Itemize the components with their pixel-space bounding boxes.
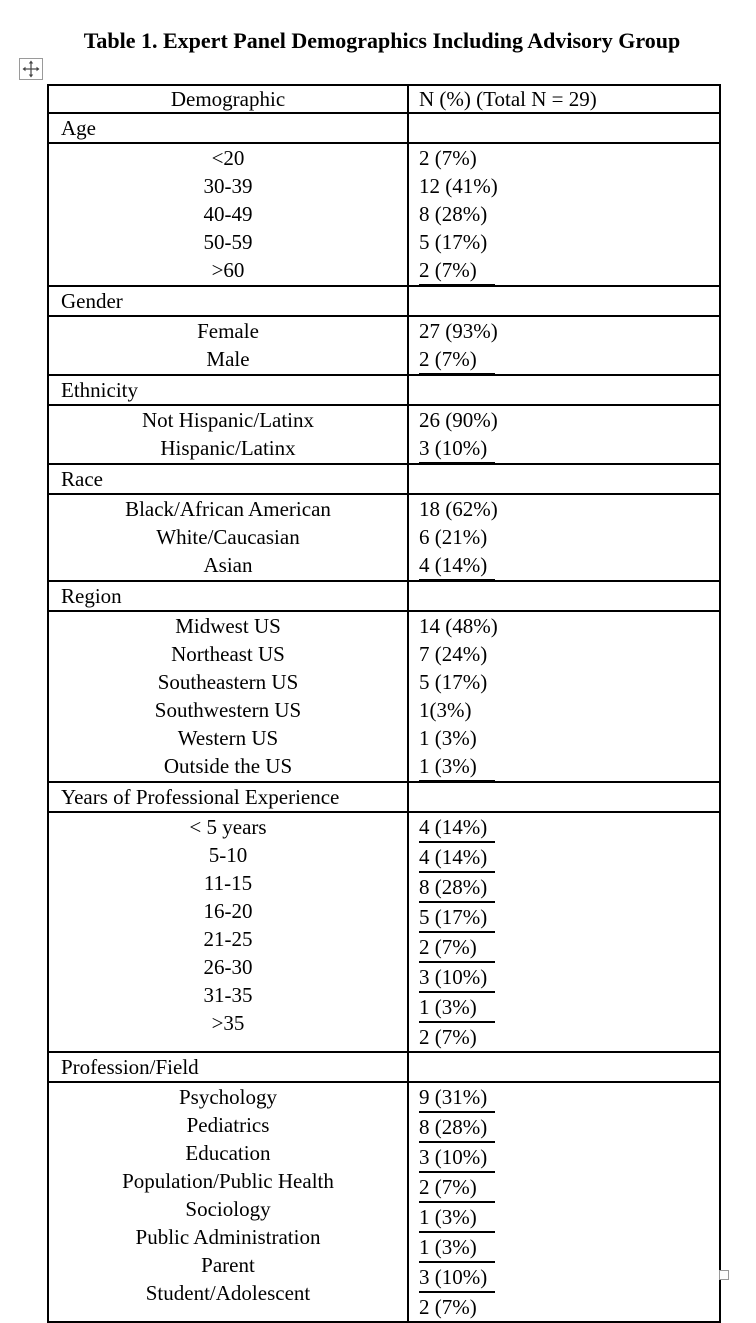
item-value: 2 (7%) xyxy=(419,1173,495,1203)
item-label: Black/African American xyxy=(125,497,331,521)
table-row xyxy=(48,1082,720,1322)
category-label xyxy=(48,581,408,611)
item-label: Midwest US xyxy=(175,614,281,638)
item-value: 3 (10%) xyxy=(419,1143,495,1173)
item-value: 5 (17%) xyxy=(419,230,488,254)
item-value: 4 (14%) xyxy=(419,813,495,843)
category-value-empty xyxy=(408,286,720,316)
table-row xyxy=(48,812,720,1052)
category-row xyxy=(48,113,720,143)
item-value: 2 (7%) xyxy=(419,256,495,285)
category-label xyxy=(48,464,408,494)
item-value: 3 (10%) xyxy=(419,1263,495,1293)
item-labels-cell xyxy=(48,611,408,782)
category-text: Years of Professional Experience xyxy=(61,785,340,809)
item-values-cell xyxy=(408,1082,720,1322)
category-text: Ethnicity xyxy=(61,378,138,402)
item-values-cell xyxy=(408,143,720,286)
item-value: 5 (17%) xyxy=(419,903,495,933)
item-value: 2 (7%) xyxy=(419,146,477,170)
item-values-cell xyxy=(408,405,720,464)
item-label: 5-10 xyxy=(208,843,248,867)
item-label: Population/Public Health xyxy=(122,1169,334,1193)
category-text: Region xyxy=(61,584,122,608)
item-labels-cell xyxy=(48,316,408,375)
category-text: Race xyxy=(61,467,103,491)
column-header-demographic: Demographic xyxy=(48,85,408,113)
item-label: 50-59 xyxy=(203,230,253,254)
item-value: 12 (41%) xyxy=(419,174,498,198)
item-label: Pediatrics xyxy=(186,1113,270,1137)
item-value: 1 (3%) xyxy=(419,1203,495,1233)
category-text: Age xyxy=(61,116,96,140)
item-value: 3 (10%) xyxy=(419,963,495,993)
item-labels-cell xyxy=(48,1082,408,1322)
item-label: <20 xyxy=(211,146,245,170)
category-row xyxy=(48,1052,720,1082)
table-header-row xyxy=(48,85,720,113)
item-label: Psychology xyxy=(178,1085,277,1109)
item-values-cell xyxy=(408,494,720,581)
item-values-cell xyxy=(408,611,720,782)
category-text: Profession/Field xyxy=(61,1055,199,1079)
item-value: 2 (7%) xyxy=(419,345,495,374)
table-body xyxy=(48,113,720,1322)
item-label: < 5 years xyxy=(189,815,267,839)
demographics-table xyxy=(47,84,721,1323)
item-label: Southeastern US xyxy=(157,670,299,694)
item-value: 7 (24%) xyxy=(419,642,488,666)
item-label: Public Administration xyxy=(135,1225,321,1249)
item-label: >35 xyxy=(211,1011,245,1035)
item-label: 11-15 xyxy=(203,871,253,895)
item-label: Hispanic/Latinx xyxy=(160,436,296,460)
category-label xyxy=(48,113,408,143)
item-values-cell xyxy=(408,812,720,1052)
item-value: 18 (62%) xyxy=(419,497,498,521)
item-label: Parent xyxy=(201,1253,255,1277)
item-value: 1(3%) xyxy=(419,698,472,722)
table-title: Table 1. Expert Panel Demographics Including Advisory Group xyxy=(83,28,681,53)
category-row xyxy=(48,581,720,611)
category-label xyxy=(48,782,408,812)
item-label: White/Caucasian xyxy=(156,525,300,549)
category-value-empty xyxy=(408,782,720,812)
item-value: 1 (3%) xyxy=(419,752,495,781)
item-value: 26 (90%) xyxy=(419,408,498,432)
category-row xyxy=(48,286,720,316)
item-label: Asian xyxy=(203,553,253,577)
item-label: 26-30 xyxy=(203,955,253,979)
item-label: Not Hispanic/Latinx xyxy=(141,408,315,432)
item-value: 1 (3%) xyxy=(419,726,477,750)
resize-square-icon[interactable] xyxy=(719,1270,729,1280)
category-label xyxy=(48,1052,408,1082)
category-label xyxy=(48,375,408,405)
category-row xyxy=(48,375,720,405)
item-value: 4 (14%) xyxy=(419,551,495,580)
category-text: Gender xyxy=(61,289,123,313)
item-label: Student/Adolescent xyxy=(145,1281,311,1305)
item-value: 3 (10%) xyxy=(419,434,495,463)
item-label: Sociology xyxy=(185,1197,271,1221)
table-row xyxy=(48,494,720,581)
category-value-empty xyxy=(408,464,720,494)
item-label: 16-20 xyxy=(203,899,253,923)
item-value: 8 (28%) xyxy=(419,202,488,226)
item-label: 31-35 xyxy=(203,983,253,1007)
item-labels-cell xyxy=(48,812,408,1052)
item-label: 30-39 xyxy=(203,174,253,198)
category-label xyxy=(48,286,408,316)
item-value: 5 (17%) xyxy=(419,670,488,694)
table-row xyxy=(48,143,720,286)
item-value: 2 (7%) xyxy=(419,933,495,963)
item-value: 8 (28%) xyxy=(419,1113,495,1143)
category-value-empty xyxy=(408,375,720,405)
item-labels-cell xyxy=(48,405,408,464)
item-value: 1 (3%) xyxy=(419,1233,495,1263)
item-label: 21-25 xyxy=(203,927,253,951)
item-value: 8 (28%) xyxy=(419,873,495,903)
category-row xyxy=(48,464,720,494)
item-value: 1 (3%) xyxy=(419,993,495,1023)
table-row xyxy=(48,316,720,375)
category-value-empty xyxy=(408,1052,720,1082)
item-label: Male xyxy=(206,347,250,371)
item-value: 6 (21%) xyxy=(419,525,488,549)
item-label: >60 xyxy=(211,258,245,282)
item-values-cell xyxy=(408,316,720,375)
item-value: 2 (7%) xyxy=(419,1025,477,1049)
move-arrows-icon[interactable] xyxy=(19,58,43,80)
item-value: 9 (31%) xyxy=(419,1083,495,1113)
category-row xyxy=(48,782,720,812)
category-value-empty xyxy=(408,581,720,611)
item-labels-cell xyxy=(48,143,408,286)
item-value: 27 (93%) xyxy=(419,319,498,343)
item-label: Western US xyxy=(177,726,279,750)
item-value: 14 (48%) xyxy=(419,614,498,638)
item-label: Southwestern US xyxy=(154,698,302,722)
item-labels-cell xyxy=(48,494,408,581)
column-header-count: N (%) (Total N = 29) xyxy=(408,85,720,113)
item-label: Outside the US xyxy=(163,754,293,778)
item-label: 40-49 xyxy=(203,202,253,226)
item-label: Education xyxy=(185,1141,271,1165)
item-value: 2 (7%) xyxy=(419,1295,477,1319)
table-row xyxy=(48,611,720,782)
item-value: 4 (14%) xyxy=(419,843,495,873)
item-label: Female xyxy=(197,319,259,343)
category-value-empty xyxy=(408,113,720,143)
table-row xyxy=(48,405,720,464)
item-label: Northeast US xyxy=(171,642,285,666)
